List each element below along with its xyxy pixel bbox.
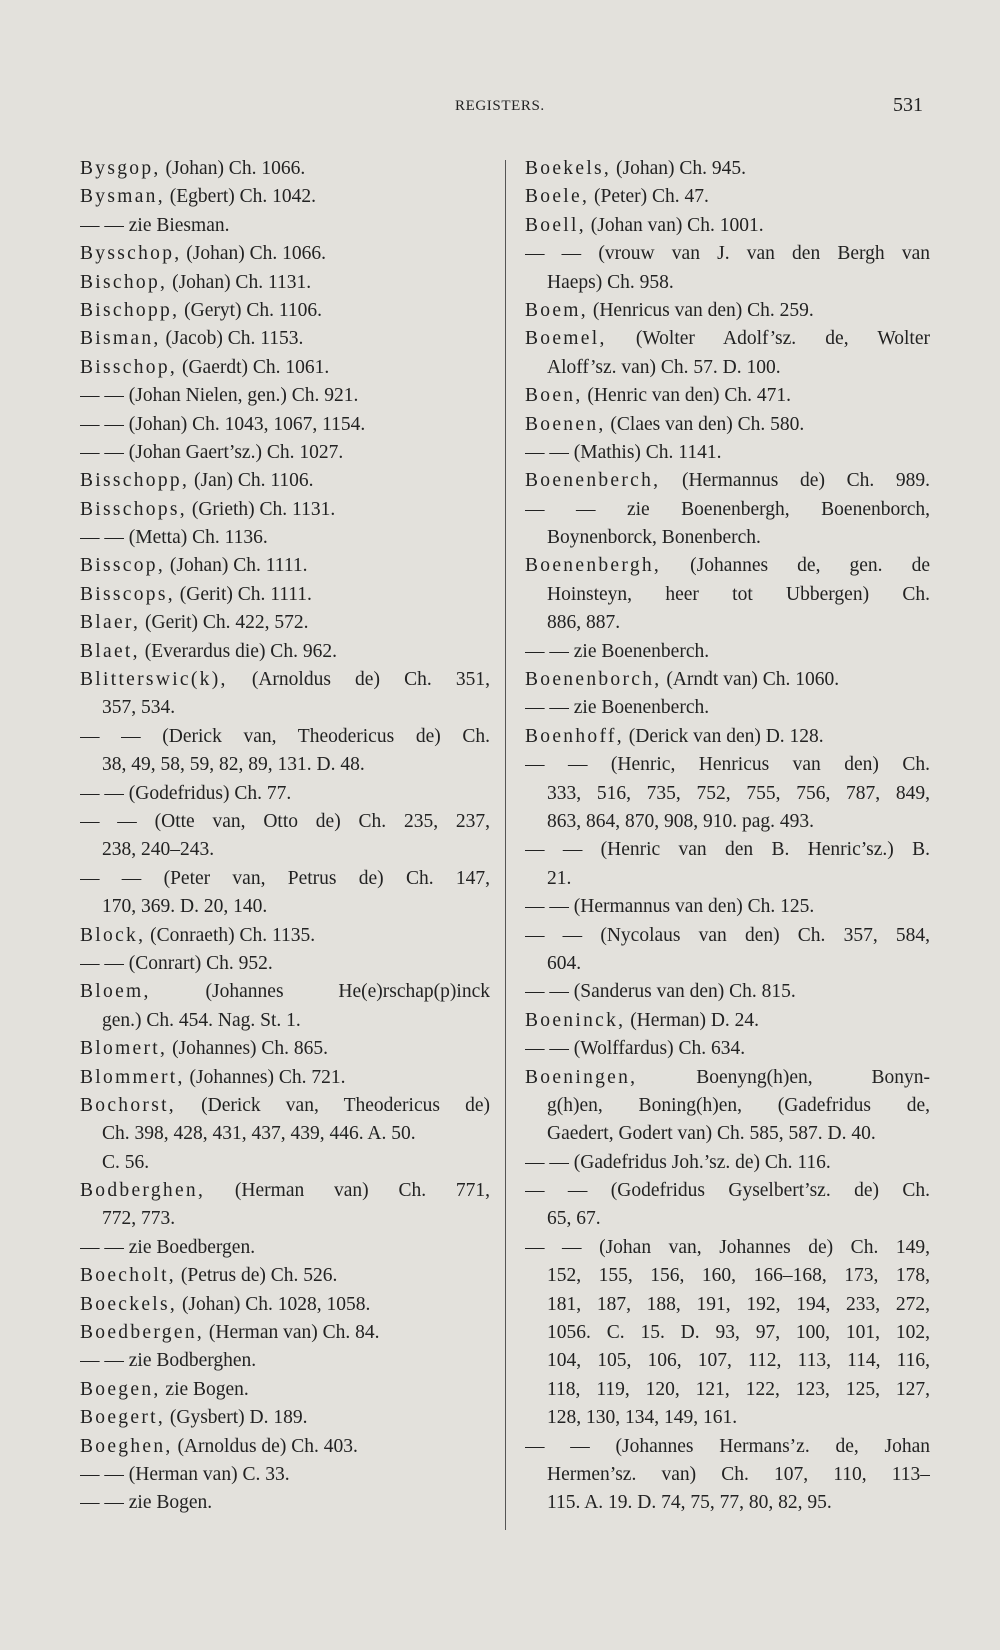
entry-text: — — zie Boenenberch. xyxy=(525,697,710,719)
entry-text: 170, 369. D. 20, 140. xyxy=(102,896,268,918)
entry-text: (Claes van den) Ch. 580. xyxy=(605,413,805,435)
index-entry xyxy=(80,155,490,183)
index-line xyxy=(525,950,930,978)
index-entry xyxy=(525,467,930,495)
index-entry xyxy=(525,155,930,183)
entry-text: 104, 105, 106, 107, 112, 113, 114, 116, xyxy=(547,1350,930,1372)
index-line xyxy=(80,1007,490,1035)
index-entry xyxy=(80,638,490,666)
index-line xyxy=(525,496,930,524)
entry-keyword: Bodberghen, xyxy=(80,1180,206,1202)
entry-keyword: Boeghen, xyxy=(80,1435,173,1457)
entry-text: (Gaerdt) Ch. 1061. xyxy=(177,356,330,378)
index-line xyxy=(80,836,490,864)
index-entry xyxy=(80,240,490,268)
page-number: 531 xyxy=(893,94,923,116)
entry-text: Ch. 398, 428, 431, 437, 439, 446. A. 50. xyxy=(102,1123,416,1145)
index-line xyxy=(525,1092,930,1120)
entry-text: — — (Conrart) Ch. 952. xyxy=(80,952,273,974)
index-line xyxy=(525,1120,930,1148)
index-line xyxy=(80,411,490,439)
index-entry xyxy=(525,297,930,325)
entry-text: — — (Mathis) Ch. 1141. xyxy=(525,441,722,463)
entry-text: C. 56. xyxy=(102,1151,150,1173)
index-entry xyxy=(80,1376,490,1404)
index-line xyxy=(80,751,490,779)
index-line xyxy=(525,1376,930,1404)
entry-text: Haeps) Ch. 958. xyxy=(547,271,674,293)
entry-text: — — (Herman van) C. 33. xyxy=(80,1463,290,1485)
entry-text: — — (Henric, Henricus van den) Ch. xyxy=(525,754,930,776)
index-line xyxy=(525,780,930,808)
entry-keyword: Bysgop, xyxy=(80,158,161,179)
entry-text: 128, 130, 134, 149, 161. xyxy=(547,1407,738,1429)
entry-keyword: Boeningen, xyxy=(525,1066,638,1088)
index-entry xyxy=(80,1319,490,1347)
index-line xyxy=(80,1461,490,1489)
entry-text: (Geryt) Ch. 1106. xyxy=(179,299,323,321)
index-entry xyxy=(80,978,490,1006)
entry-text: — — (Hermannus van den) Ch. 125. xyxy=(525,896,815,918)
entry-text: — — (Sanderus van den) Ch. 815. xyxy=(525,981,796,1003)
entry-keyword: Boegen, xyxy=(80,1378,161,1400)
entry-text: (Derick van, Theodericus de) xyxy=(176,1094,490,1116)
column-divider xyxy=(505,160,506,1530)
entry-keyword: Bisman, xyxy=(80,328,161,350)
entry-text: (Petrus de) Ch. 526. xyxy=(175,1265,338,1287)
entry-keyword: Boemel, xyxy=(525,328,607,350)
entry-text: — — (Johannes Hermans’z. de, Johan xyxy=(525,1435,930,1457)
index-line xyxy=(525,694,930,722)
entry-text: — — (Metta) Ch. 1136. xyxy=(80,527,268,549)
index-line xyxy=(80,694,490,722)
entry-text: — — zie Boenenberch. xyxy=(525,640,710,662)
index-line xyxy=(525,581,930,609)
entry-keyword: Bischop, xyxy=(80,271,168,293)
index-entry xyxy=(80,1035,490,1063)
page-header xyxy=(0,94,1000,122)
index-line xyxy=(80,439,490,467)
entry-text: Hoinsteyn, heer tot Ubbergen) Ch. xyxy=(547,583,930,605)
index-line xyxy=(80,1347,490,1375)
index-line xyxy=(80,1489,490,1517)
index-entry xyxy=(80,1064,490,1092)
entry-text: — — zie Boedbergen. xyxy=(80,1236,256,1258)
entry-keyword: Bysman, xyxy=(80,186,165,208)
index-line xyxy=(80,1120,490,1148)
entry-keyword: Blaet, xyxy=(80,640,140,662)
index-line xyxy=(525,1489,930,1517)
index-line xyxy=(525,1319,930,1347)
entry-text: (Peter) Ch. 47. xyxy=(589,186,709,208)
index-entry xyxy=(80,325,490,353)
entry-text: — — (vrouw van J. van den Bergh van xyxy=(525,243,930,265)
index-entry xyxy=(525,183,930,211)
entry-text: 604. xyxy=(547,952,582,974)
index-line xyxy=(525,893,930,921)
entry-text: (Herman van) Ch. 771, xyxy=(205,1180,490,1202)
entry-text: — — (Derick van, Theodericus de) Ch. xyxy=(80,725,490,747)
entry-keyword: Blaer, xyxy=(80,612,141,634)
index-line xyxy=(80,1234,490,1262)
entry-text: (Johan) Ch. 1028, 1058. xyxy=(177,1293,371,1315)
entry-text: (Arndt van) Ch. 1060. xyxy=(661,669,840,691)
index-entry xyxy=(80,354,490,382)
entry-text: 357, 534. xyxy=(102,697,176,719)
index-line xyxy=(525,1433,930,1461)
entry-text: 863, 864, 870, 908, 910. pag. 493. xyxy=(547,810,815,832)
index-line xyxy=(525,1234,930,1262)
entry-text: 65, 67. xyxy=(547,1208,601,1230)
entry-text: Aloff’sz. van) Ch. 57. D. 100. xyxy=(547,356,781,378)
entry-text: (Herman van) Ch. 84. xyxy=(204,1322,380,1344)
index-line xyxy=(80,808,490,836)
entry-text: — — zie Boenenbergh, Boenenborch, xyxy=(525,498,930,520)
entry-text: (Johan) Ch. 1131. xyxy=(167,271,312,293)
index-entry xyxy=(80,1177,490,1205)
entry-text: 21. xyxy=(547,867,572,889)
entry-text: — — (Godefridus Gyselbert’sz. de) Ch. xyxy=(525,1180,930,1202)
entry-text: (Herman) D. 24. xyxy=(625,1009,760,1031)
entry-keyword: Blomert, xyxy=(80,1038,168,1060)
index-line xyxy=(525,922,930,950)
index-entry xyxy=(80,1433,490,1461)
index-line xyxy=(525,1205,930,1233)
index-entry xyxy=(525,723,930,751)
entry-keyword: Boen, xyxy=(525,385,583,407)
entry-keyword: Boenhoff, xyxy=(525,725,624,747)
index-line xyxy=(525,751,930,779)
index-line xyxy=(525,1262,930,1290)
entry-text: — — (Wolffardus) Ch. 634. xyxy=(525,1038,746,1060)
entry-text: — — (Otte van, Otto de) Ch. 235, 237, xyxy=(80,810,490,832)
entry-text: (Grieth) Ch. 1131. xyxy=(186,498,336,520)
entry-keyword: Bisschops, xyxy=(80,498,187,520)
entry-text: (Johannes) Ch. 865. xyxy=(167,1038,329,1060)
entry-keyword: Boenenbergh, xyxy=(525,555,662,577)
index-line xyxy=(525,808,930,836)
entry-text: — — (Johan Gaert’sz.) Ch. 1027. xyxy=(80,441,344,463)
index-line xyxy=(80,950,490,978)
entry-keyword: Boekels, xyxy=(525,158,612,179)
index-column-left xyxy=(80,155,490,1518)
running-head: REGISTERS. xyxy=(455,98,545,114)
index-entry xyxy=(80,269,490,297)
entry-text: — — (Johan Nielen, gen.) Ch. 921. xyxy=(80,385,359,407)
index-line xyxy=(525,638,930,666)
index-entry xyxy=(80,183,490,211)
entry-text: — — (Godefridus) Ch. 77. xyxy=(80,782,292,804)
entry-keyword: Boell, xyxy=(525,214,586,236)
index-entry xyxy=(80,297,490,325)
entry-text: Boenyng(h)en, Bonyn- xyxy=(637,1066,930,1088)
entry-keyword: Bloem, xyxy=(80,981,151,1003)
entry-text: 115. A. 19. D. 74, 75, 77, 80, 82, 95. xyxy=(547,1492,832,1514)
index-line xyxy=(525,269,930,297)
entry-keyword: Boeninck, xyxy=(525,1009,626,1031)
entry-keyword: Block, xyxy=(80,924,146,946)
entry-keyword: Boele, xyxy=(525,186,590,208)
index-line xyxy=(80,723,490,751)
index-entry xyxy=(525,411,930,439)
index-entry xyxy=(525,552,930,580)
index-entry xyxy=(80,581,490,609)
entry-text: (Arnoldus de) Ch. 403. xyxy=(172,1435,358,1457)
index-entry xyxy=(80,552,490,580)
entry-text: (Johan) Ch. 1066. xyxy=(160,158,306,179)
index-entry xyxy=(80,1262,490,1290)
entry-text: — — zie Biesman. xyxy=(80,214,230,236)
index-column-right xyxy=(525,155,930,1518)
index-line xyxy=(525,1177,930,1205)
entry-keyword: Boeckels, xyxy=(80,1293,178,1315)
entry-keyword: Boenenborch, xyxy=(525,669,662,691)
index-line xyxy=(80,893,490,921)
entry-keyword: Blitterswic(k), xyxy=(80,669,228,691)
entry-keyword: Bisscops, xyxy=(80,583,175,605)
index-entry xyxy=(80,467,490,495)
entry-text: (Johan) Ch. 1111. xyxy=(165,555,308,577)
index-line xyxy=(525,1404,930,1432)
entry-text: — — (Nycolaus van den) Ch. 357, 584, xyxy=(525,924,930,946)
entry-text: Gaedert, Godert van) Ch. 585, 587. D. 40. xyxy=(547,1123,876,1145)
entry-text: 238, 240–243. xyxy=(102,839,215,861)
entry-keyword: Bisscop, xyxy=(80,555,166,577)
entry-keyword: Bysschop, xyxy=(80,243,182,265)
entry-text: 38, 49, 58, 59, 82, 89, 131. D. 48. xyxy=(102,754,365,776)
index-entry xyxy=(525,212,930,240)
entry-text: (Egbert) Ch. 1042. xyxy=(164,186,317,208)
index-line xyxy=(525,609,930,637)
entry-text: (Johan) Ch. 1066. xyxy=(181,243,327,265)
entry-keyword: Bischopp, xyxy=(80,299,180,321)
entry-text: — — (Johan) Ch. 1043, 1067, 1154. xyxy=(80,413,366,435)
entry-text: (Derick van den) D. 128. xyxy=(623,725,824,747)
entry-text: zie Bogen. xyxy=(160,1378,249,1400)
entry-text: (Johan van) Ch. 1001. xyxy=(585,214,764,236)
entry-text: — — (Gadefridus Joh.’sz. de) Ch. 116. xyxy=(525,1151,831,1173)
entry-text: 886, 887. xyxy=(547,612,621,634)
entry-text: gen.) Ch. 454. Nag. St. 1. xyxy=(102,1009,301,1031)
entry-text: (Johan) Ch. 945. xyxy=(611,158,746,179)
index-line xyxy=(525,1347,930,1375)
entry-text: — — (Henric van den B. Henric’sz.) B. xyxy=(525,839,930,861)
entry-text: — — zie Bogen. xyxy=(80,1492,213,1514)
entry-keyword: Bochorst, xyxy=(80,1094,176,1116)
index-line xyxy=(80,382,490,410)
index-entry xyxy=(525,325,930,353)
entry-text: 333, 516, 735, 752, 755, 756, 787, 849, xyxy=(547,782,930,804)
entry-text: 118, 119, 120, 121, 122, 123, 125, 127, xyxy=(547,1378,930,1400)
index-line xyxy=(525,1291,930,1319)
index-entry xyxy=(80,1092,490,1120)
index-line xyxy=(525,1035,930,1063)
index-line xyxy=(525,1149,930,1177)
entry-text: (Jan) Ch. 1106. xyxy=(189,470,314,492)
index-line xyxy=(80,865,490,893)
entry-text: Hermen’sz. van) Ch. 107, 110, 113– xyxy=(547,1463,930,1485)
entry-text: (Gerit) Ch. 1111. xyxy=(174,583,312,605)
entry-keyword: Bisschop, xyxy=(80,356,178,378)
index-line xyxy=(525,439,930,467)
entry-text: (Everardus die) Ch. 962. xyxy=(139,640,337,662)
index-entry xyxy=(80,666,490,694)
entry-text: (Henric van den) Ch. 471. xyxy=(582,385,792,407)
entry-text: Boynenborck, Bonenberch. xyxy=(547,527,761,549)
entry-text: (Wolter Adolf’sz. de, Wolter xyxy=(606,328,930,350)
index-entry xyxy=(80,1291,490,1319)
entry-text: 772, 773. xyxy=(102,1208,176,1230)
entry-text: (Hermannus de) Ch. 989. xyxy=(660,470,930,492)
entry-keyword: Boegert, xyxy=(80,1407,166,1429)
index-line xyxy=(525,524,930,552)
entry-text: (Johannes He(e)rschap(p)inck xyxy=(150,981,490,1003)
index-entry xyxy=(80,609,490,637)
index-entry xyxy=(525,1064,930,1092)
entry-text: (Henricus van den) Ch. 259. xyxy=(587,299,814,321)
index-line xyxy=(525,354,930,382)
entry-keyword: Bisschopp, xyxy=(80,470,190,492)
entry-text: (Arnoldus de) Ch. 351, xyxy=(227,669,490,691)
index-line xyxy=(80,780,490,808)
index-entry xyxy=(525,1007,930,1035)
entry-keyword: Boedbergen, xyxy=(80,1322,205,1344)
index-line xyxy=(525,978,930,1006)
entry-keyword: Blommert, xyxy=(80,1066,185,1088)
index-entry xyxy=(525,382,930,410)
index-line xyxy=(80,1205,490,1233)
entry-text: — — zie Bodberghen. xyxy=(80,1350,257,1372)
entry-text: — — (Johan van, Johannes de) Ch. 149, xyxy=(525,1236,930,1258)
entry-text: (Jacob) Ch. 1153. xyxy=(160,328,304,350)
entry-text: 181, 187, 188, 191, 192, 194, 233, 272, xyxy=(547,1293,930,1315)
entry-text: (Johannes) Ch. 721. xyxy=(184,1066,346,1088)
entry-text: (Johannes de, gen. de xyxy=(661,555,930,577)
entry-text: (Gysbert) D. 189. xyxy=(165,1407,308,1429)
entry-text: (Gerit) Ch. 422, 572. xyxy=(140,612,309,634)
entry-text: (Conraeth) Ch. 1135. xyxy=(145,924,316,946)
entry-text: g(h)en, Boning(h)en, (Gadefridus de, xyxy=(547,1094,930,1116)
entry-text: 1056. C. 15. D. 93, 97, 100, 101, 102, xyxy=(547,1322,930,1344)
index-line xyxy=(525,240,930,268)
entry-keyword: Boecholt, xyxy=(80,1265,176,1287)
entry-keyword: Boenen, xyxy=(525,413,606,435)
entry-text: — — (Peter van, Petrus de) Ch. 147, xyxy=(80,867,490,889)
entry-keyword: Boenenberch, xyxy=(525,470,661,492)
index-line xyxy=(525,836,930,864)
entry-keyword: Boem, xyxy=(525,299,588,321)
index-line xyxy=(80,524,490,552)
index-line xyxy=(525,1461,930,1489)
index-entry xyxy=(525,666,930,694)
index-entry xyxy=(80,1404,490,1432)
index-line xyxy=(80,1149,490,1177)
index-line xyxy=(525,865,930,893)
index-entry xyxy=(80,496,490,524)
entry-text: 152, 155, 156, 160, 166–168, 173, 178, xyxy=(547,1265,930,1287)
index-line xyxy=(80,212,490,240)
index-entry xyxy=(80,922,490,950)
